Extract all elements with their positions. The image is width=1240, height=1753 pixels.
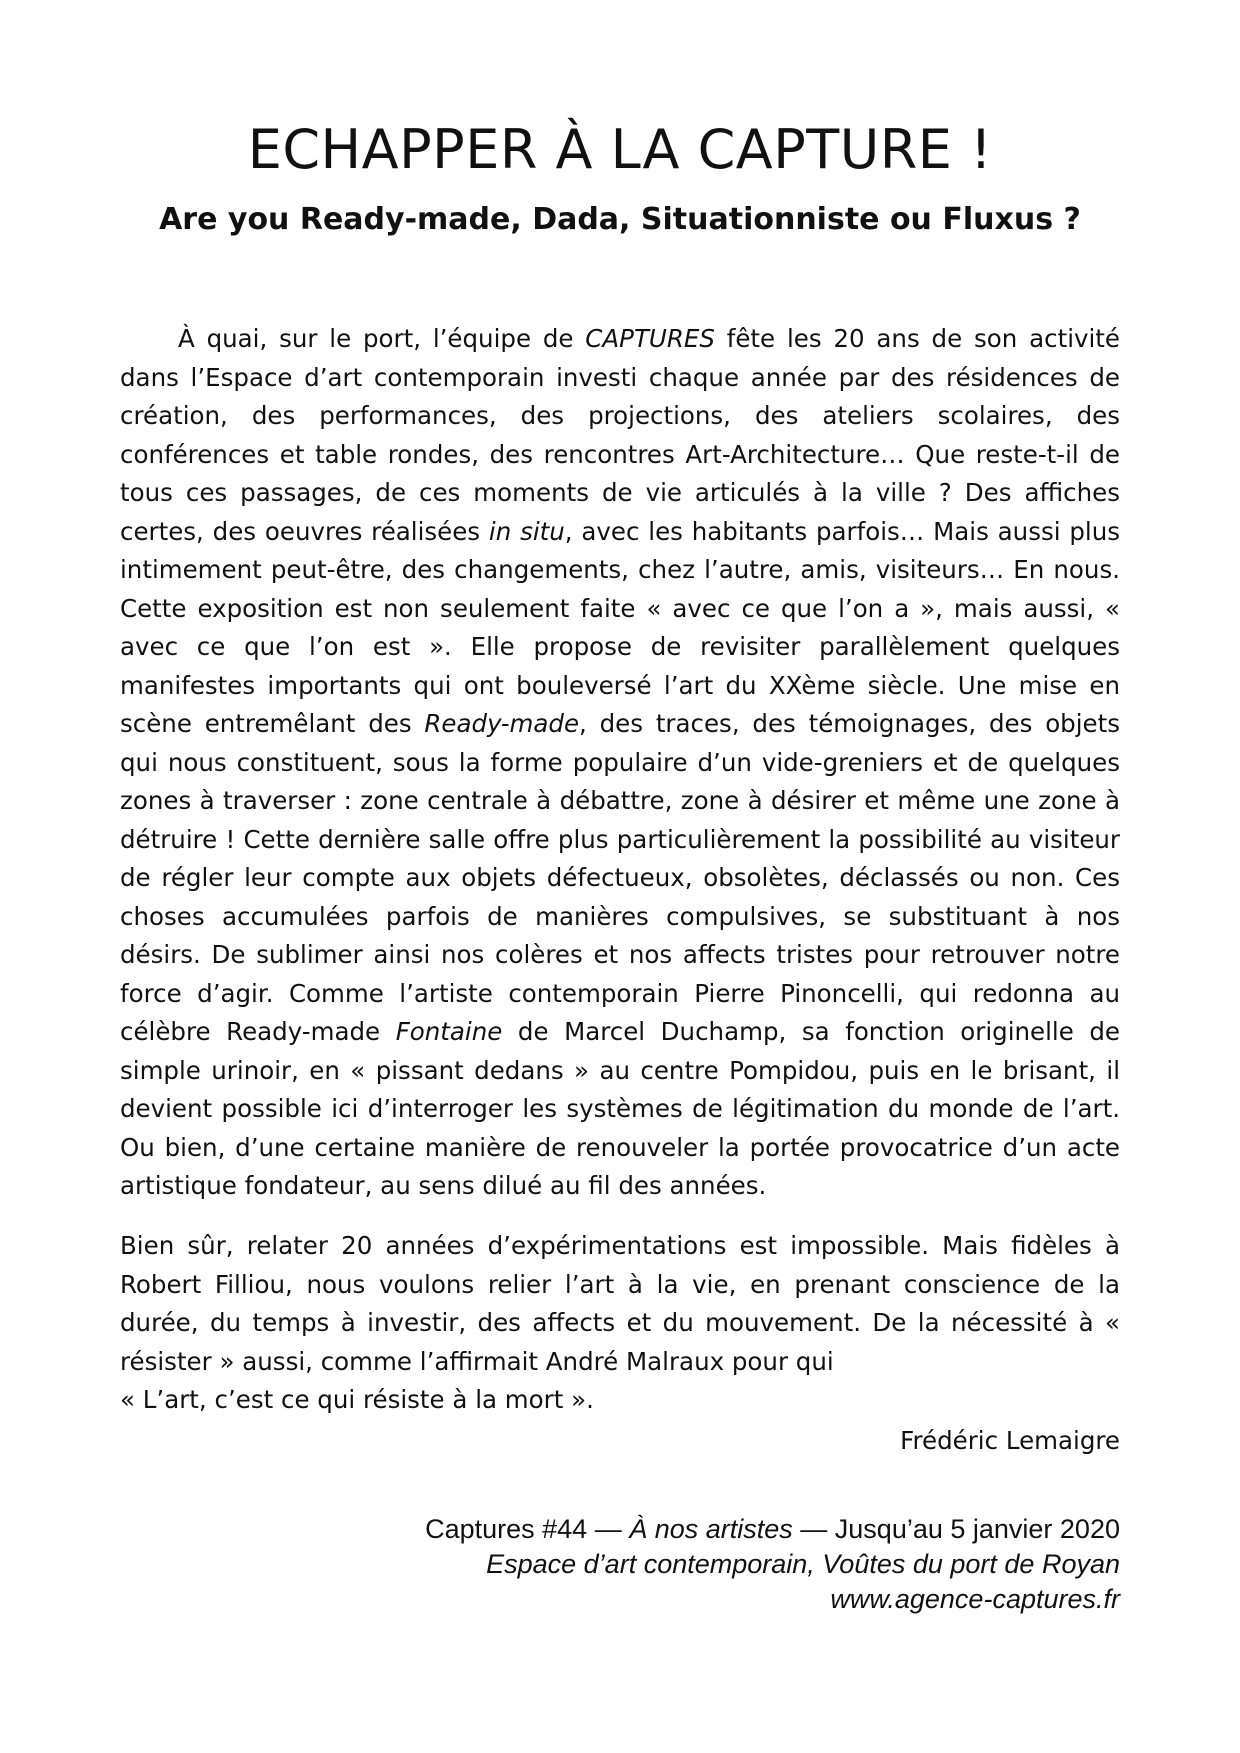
body-paragraph-1 [120,320,1120,1206]
paragraph-1-text-4: , des traces, des témoignages, des objets qui nous constituent, sous la forme populaire d’un vide-greniers et de quelques zones à traverser : zone centrale à débattre, zone à désirer et même une zone à détruire ! Cette dernière salle offre plus particulièrement la possibilité au visiteur de régler leur compte aux objets défectueux, obsolètes, déclassés ou non. Ces choses accumulées parfois de manières compulsives, se substituant à nos désirs. De sublimer ainsi nos colères et nos affects tristes pour retrouver notre force d’agir. Comme l’artiste contemporain Pierre Pinoncelli, qui redonna au célèbre Ready-made [120,709,1120,1046]
page-title: ECHAPPER À LA CAPTURE ! [247,118,993,181]
paragraph-1-italic-captures: CAPTURES [585,324,715,353]
paragraph-2-text-1: Bien sûr, relater 20 années d’expérimentations est impossible. Mais fidèles à Robert Filliou, nous voulons relier l’art à la vie, en prenant conscience de la durée, du temps à investir, des affects et du mouvement. De la nécessité à « résister » aussi, comme l’affirmait André Malraux pour qui [120,1231,1120,1376]
paragraph-1-italic-in-situ: in situ [488,516,565,546]
exhibition-footer [120,1512,1120,1617]
author-signature: Frédéric Lemaigre [900,1426,1120,1455]
footer-line-1 [120,1512,1120,1547]
footer-venue: Espace d’art contemporain, Voûtes du port de Royan [486,1549,1120,1579]
page-subtitle: Are you Ready-made, Dada, Situationniste ou Fluxus ? [159,202,1081,237]
paragraph-2-quote: « L’art, c’est ce qui résiste à la mort ». [120,1385,594,1414]
paragraph-1-italic-ready-made: Ready-made [424,709,580,738]
paragraph-1-italic-fontaine: Fontaine [395,1017,503,1046]
footer-exhibition-dates: — Jusqu’au 5 janvier 2020 [792,1514,1120,1544]
footer-exhibition-number: Captures #44 — [425,1514,630,1544]
footer-website: www.agence-captures.fr [830,1584,1120,1614]
body-paragraph-2 [120,1227,1120,1420]
paragraph-1-text-2: fête les 20 ans de son activité dans l’Espace d’art contemporain investi chaque année par des résidences de création, des performances, des projections, des ateliers scolaires, des conférences et table rondes, des rencontres Art-Architecture… Que reste-t-il de tous ces passages, de ces moments de vie articulés à la ville ? Des affiches certes, des oeuvres réalisées [120,324,1120,546]
paragraph-1-text-5: de Marcel Duchamp, sa fonction originelle de simple urinoir, en « pissant dedans » au centre Pompidou, puis en le brisant, il devient possible ici d’interroger les systèmes de légitimation du monde de l’art. Ou bien, d’une certaine manière de renouveler la portée provocatrice d’un acte artistique fondateur, au sens dilué au fil des années. [120,1017,1120,1200]
paragraph-1-text-1: À quai, sur le port, l’équipe de [178,324,586,353]
footer-exhibition-title: À nos artistes [629,1514,793,1544]
paragraph-1-text-3: , avec les habitants parfois… Mais aussi plus intimement peut-être, des changements, chez l’autre, amis, visiteurs… En nous. Cette exposition est non seulement faite « avec ce que l’on a », mais aussi, « avec ce que l’on est ». Elle propose de revisiter parallèlement quelques manifestes importants qui ont bouleversé l’art du XXème siècle. Une mise en scène entremêlant des [120,516,1121,738]
